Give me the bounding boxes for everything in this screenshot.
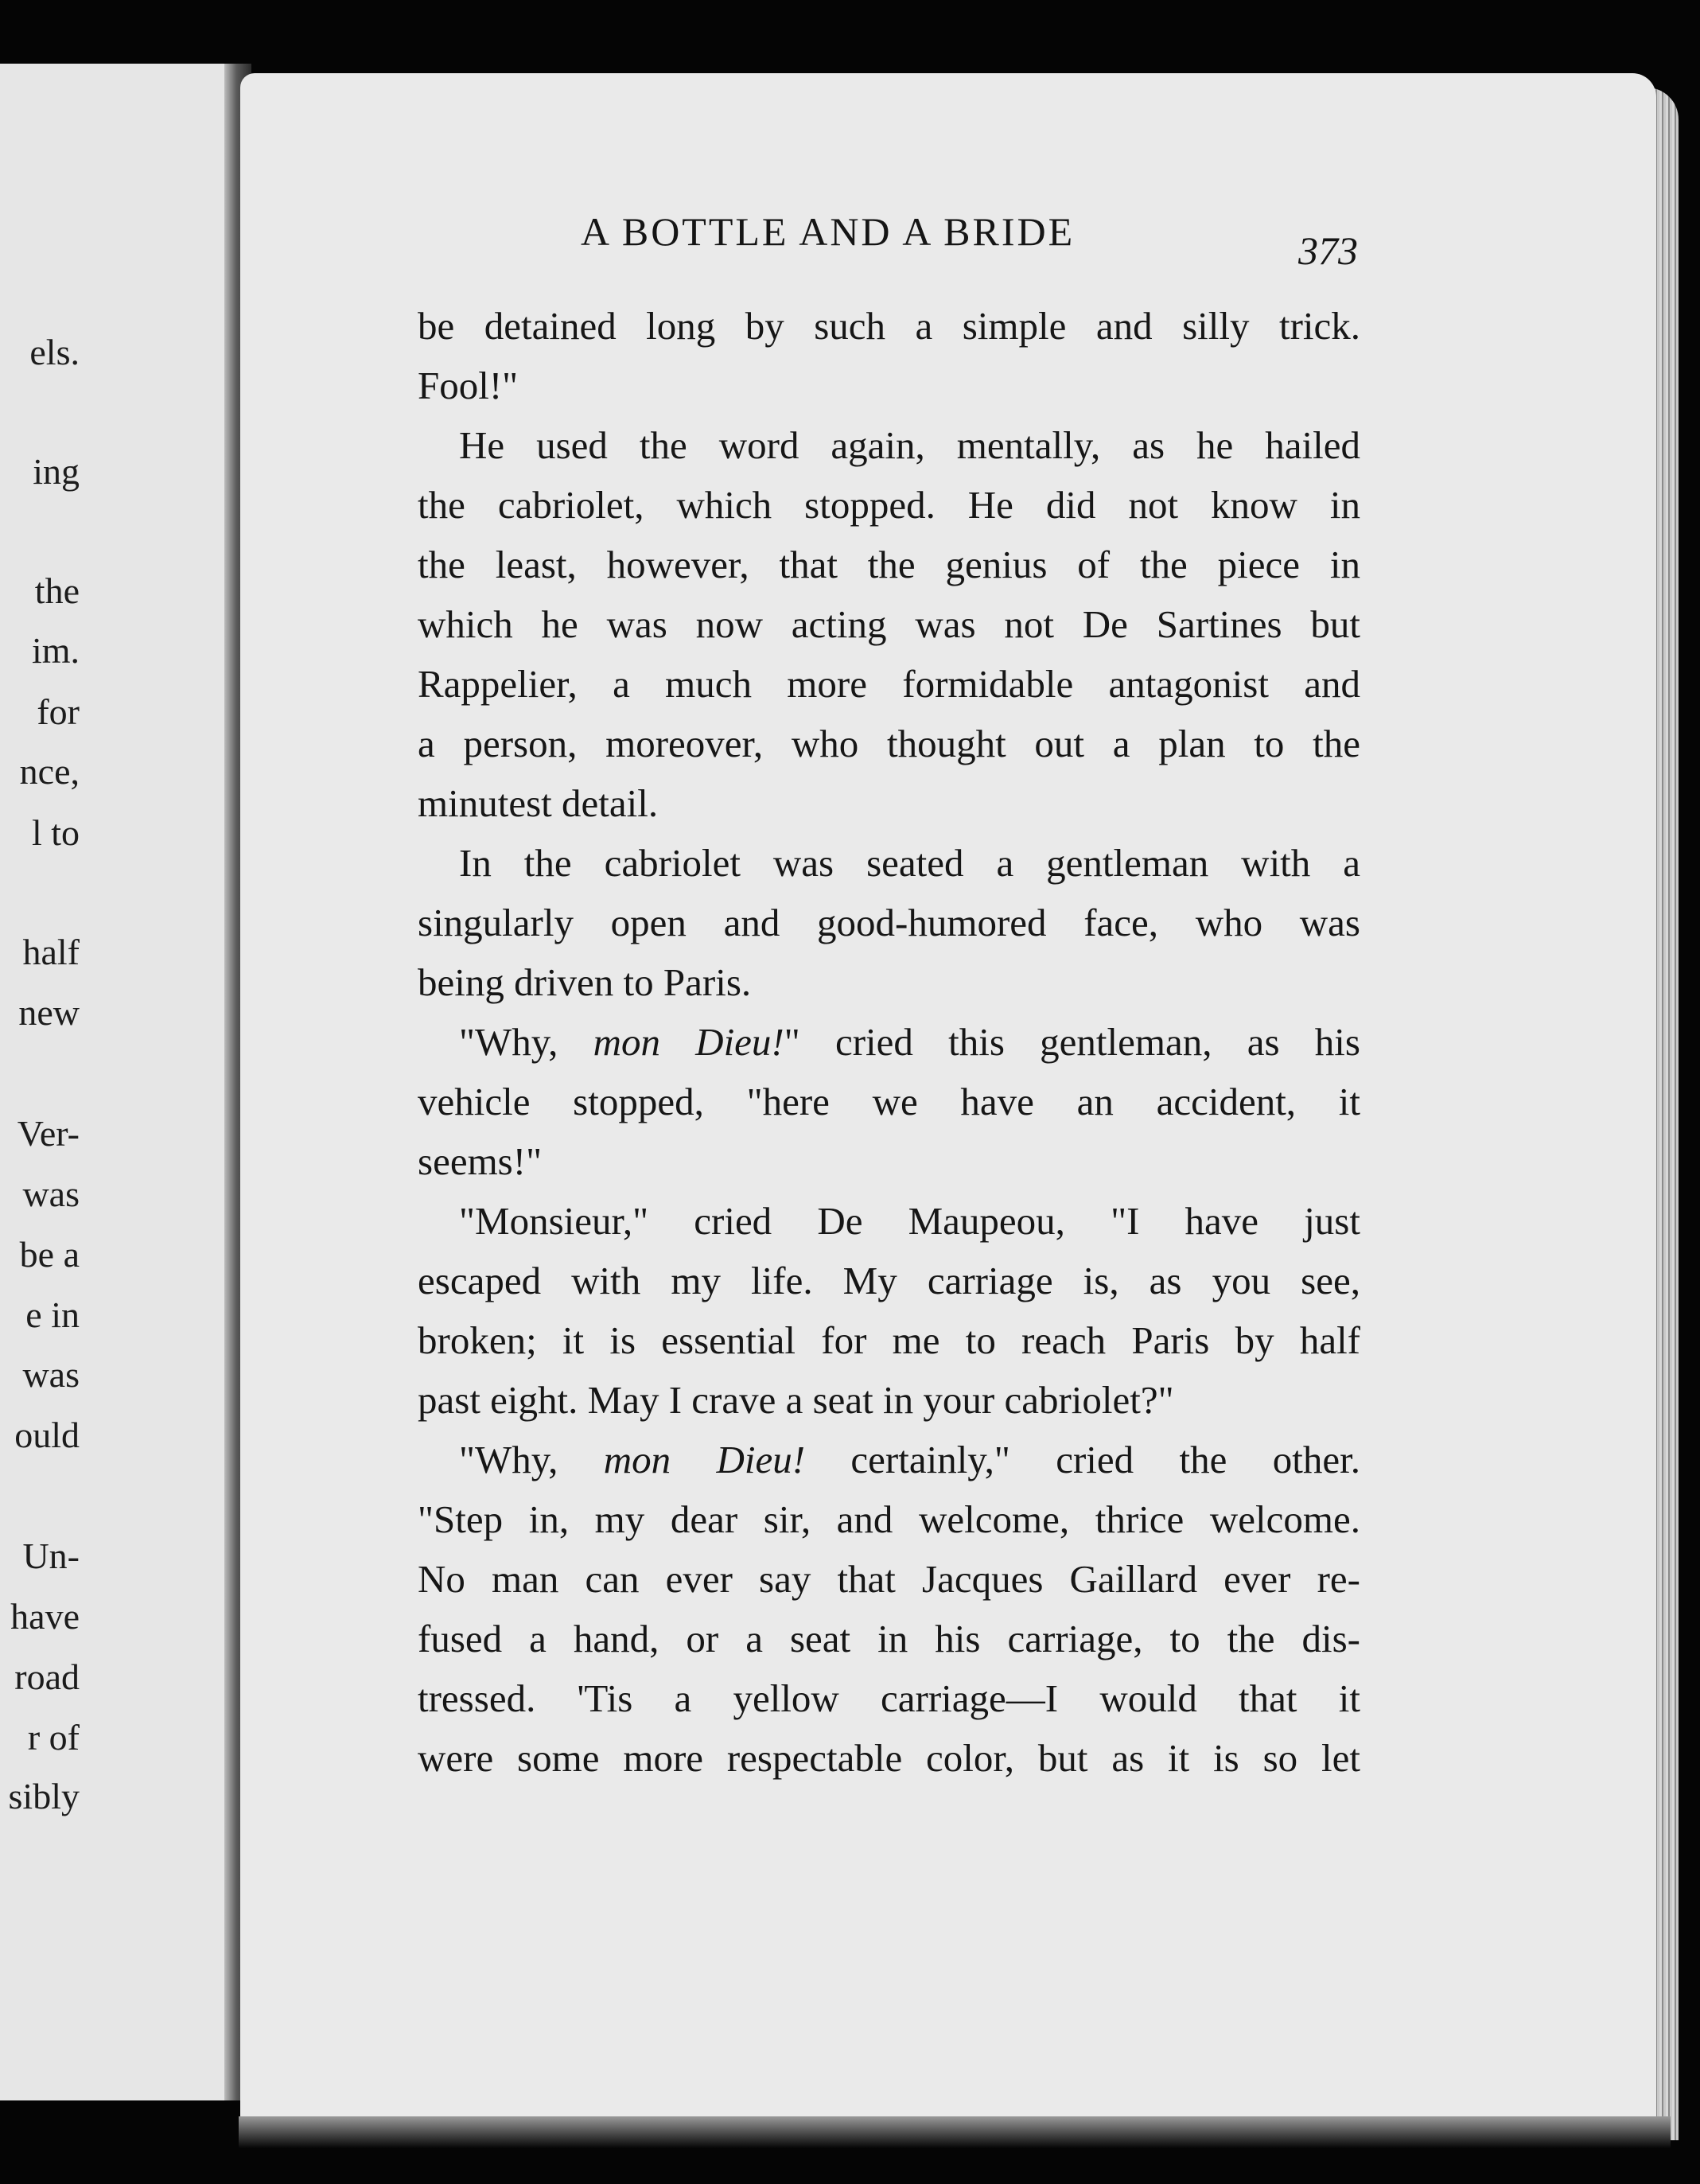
text-line: No man can ever say that Jacques Gaillard ever re- (418, 1557, 1360, 1601)
left-facing-page (0, 64, 239, 2100)
left-page-fragment: Ver- (17, 1113, 80, 1154)
left-page-fragment: l to (31, 812, 80, 853)
text-line: vehicle stopped, "here we have an accident, it (418, 1080, 1360, 1123)
left-page-fragment: ould (14, 1415, 80, 1455)
text-line: "Monsieur," cried De Maupeou, "I have just (459, 1199, 1360, 1243)
left-page-fragment: r of (27, 1717, 80, 1758)
running-header: A BOTTLE AND A BRIDE (581, 209, 1076, 254)
text-line: singularly open and good-humored face, who was (418, 901, 1360, 944)
italic-text: mon Dieu! (603, 1438, 806, 1481)
left-page-fragment: the (34, 570, 80, 611)
left-page-fragment: was (22, 1174, 80, 1214)
text-line: which he was now acting was not De Sartines but (418, 602, 1360, 646)
text-line: were some more respectable color, but as it is so let (418, 1736, 1360, 1780)
left-page-fragment: be a (19, 1234, 80, 1275)
text-span: certainly," cried the other. (805, 1438, 1360, 1481)
left-page-fragment: im. (31, 630, 80, 671)
text-span: "Why, (459, 1438, 604, 1481)
text-line (418, 1018, 1360, 1066)
left-page-fragment: new (18, 992, 80, 1033)
text-line: Rappelier, a much more formidable antagonist and (418, 662, 1360, 706)
text-line: minutest detail. (418, 781, 659, 825)
page-number: 373 (1298, 228, 1358, 273)
text-line: be detained long by such a simple and silly trick. (418, 304, 1360, 348)
left-page-fragment: sibly (8, 1776, 80, 1816)
page-bottom-shadow (239, 2116, 1671, 2148)
left-page-fragment: els. (29, 332, 80, 372)
left-page-fragment: road (14, 1656, 80, 1697)
text-line: tressed. 'Tis a yellow carriage—I would that it (418, 1676, 1360, 1720)
text-line: He used the word again, mentally, as he hailed (459, 423, 1360, 467)
text-line: fused a hand, or a seat in his carriage, to the dis- (418, 1617, 1360, 1660)
text-line: being driven to Paris. (418, 960, 752, 1004)
text-span: "Why, (459, 1020, 593, 1064)
text-line: a person, moreover, who thought out a plan to the (418, 722, 1360, 765)
text-line: In the cabriolet was seated a gentleman with a (459, 841, 1360, 885)
text-line: past eight. May I crave a seat in your cabriolet?" (418, 1378, 1174, 1422)
italic-text: mon Dieu! (593, 1020, 784, 1064)
text-line (418, 1436, 1360, 1484)
text-line: the least, however, that the genius of the piece in (418, 543, 1360, 586)
left-page-fragment: have (10, 1596, 80, 1637)
text-line: the cabriolet, which stopped. He did not know in (418, 483, 1360, 527)
text-line: seems!" (418, 1139, 543, 1183)
left-page-fragment: was (22, 1354, 80, 1395)
left-page-fragment: for (37, 691, 80, 732)
text-line: escaped with my life. My carriage is, as you see, (418, 1259, 1360, 1302)
left-page-fragment: ing (33, 451, 80, 492)
text-line: Fool!" (418, 364, 519, 407)
left-page-fragment: Un- (22, 1536, 80, 1576)
left-page-fragment: e in (25, 1294, 80, 1335)
text-line: "Step in, my dear sir, and welcome, thrice welcome. (418, 1497, 1360, 1541)
text-span: " cried this gentleman, as his (784, 1020, 1360, 1064)
text-line: broken; it is essential for me to reach Paris by half (418, 1318, 1360, 1362)
left-page-fragment: nce, (19, 751, 80, 792)
left-page-fragment: half (22, 932, 80, 972)
